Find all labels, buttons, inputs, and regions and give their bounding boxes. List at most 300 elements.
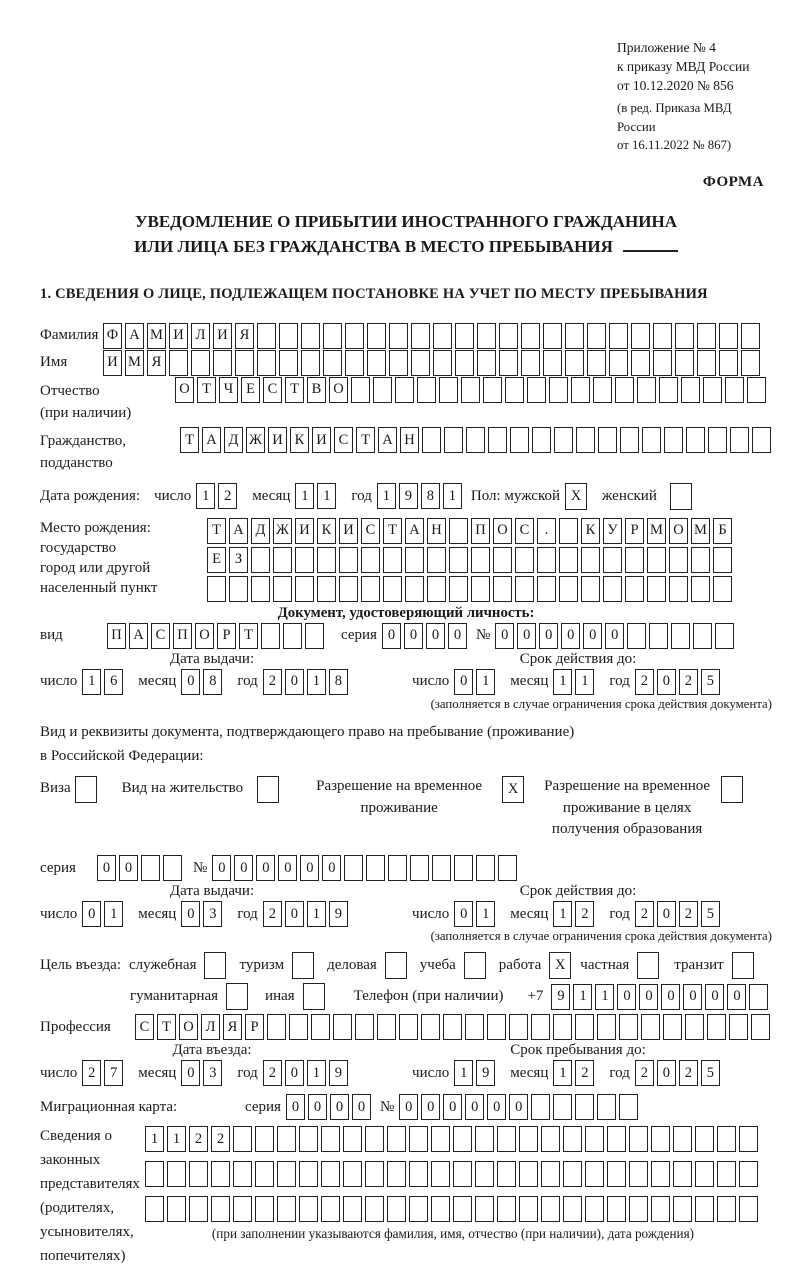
char-cell[interactable]: Е [207, 547, 226, 573]
char-cell[interactable] [597, 1094, 616, 1120]
purpose-work-checkbox[interactable] [549, 952, 574, 979]
purpose-business-checkbox[interactable] [385, 952, 410, 979]
char-cell[interactable] [543, 350, 562, 376]
char-cell[interactable] [211, 1161, 230, 1187]
char-cell[interactable] [191, 350, 210, 376]
char-cell[interactable] [647, 576, 666, 602]
char-cell[interactable] [509, 1014, 528, 1040]
char-cell[interactable]: 3 [203, 1060, 222, 1086]
char-cell[interactable] [587, 323, 606, 349]
char-cell[interactable] [619, 1094, 638, 1120]
char-cell[interactable]: 2 [189, 1126, 208, 1152]
char-cell[interactable]: О [329, 377, 348, 403]
char-cell[interactable] [409, 1161, 428, 1187]
char-cell[interactable]: 0 [661, 984, 680, 1010]
char-cell[interactable] [169, 350, 188, 376]
char-cell[interactable]: Д [251, 518, 270, 544]
char-cell[interactable] [697, 350, 716, 376]
char-cell[interactable]: 1 [476, 669, 495, 695]
char-cell[interactable] [541, 1196, 560, 1222]
checkbox-cell[interactable] [721, 776, 743, 803]
char-cell[interactable]: 1 [553, 901, 572, 927]
char-cell[interactable] [267, 1014, 286, 1040]
char-cell[interactable]: 1 [145, 1126, 164, 1152]
char-cell[interactable]: К [317, 518, 336, 544]
birthplace-cells-row2[interactable] [207, 547, 735, 573]
char-cell[interactable]: К [581, 518, 600, 544]
char-cell[interactable]: 1 [553, 1060, 572, 1086]
char-cell[interactable] [343, 1126, 362, 1152]
char-cell[interactable]: Я [223, 1014, 242, 1040]
char-cell[interactable] [455, 323, 474, 349]
char-cell[interactable]: 0 [404, 623, 423, 649]
char-cell[interactable] [629, 1161, 648, 1187]
char-cell[interactable]: 1 [443, 483, 462, 509]
char-cell[interactable] [488, 427, 507, 453]
char-cell[interactable]: 2 [679, 1060, 698, 1086]
char-cell[interactable] [739, 1196, 758, 1222]
temp-residence-education-checkbox[interactable] [721, 776, 746, 803]
char-cell[interactable]: 1 [307, 669, 326, 695]
char-cell[interactable]: Т [356, 427, 375, 453]
char-cell[interactable] [521, 323, 540, 349]
char-cell[interactable]: 0 [97, 855, 116, 881]
char-cell[interactable] [477, 323, 496, 349]
char-cell[interactable]: 0 [517, 623, 536, 649]
char-cell[interactable] [409, 1126, 428, 1152]
char-cell[interactable] [283, 623, 302, 649]
char-cell[interactable]: 9 [329, 901, 348, 927]
checkbox-cell[interactable] [204, 952, 226, 979]
char-cell[interactable] [519, 1161, 538, 1187]
char-cell[interactable]: 0 [426, 623, 445, 649]
char-cell[interactable]: 5 [701, 901, 720, 927]
char-cell[interactable] [317, 576, 336, 602]
residence-issue-month-cells[interactable] [181, 901, 225, 927]
char-cell[interactable] [642, 427, 661, 453]
char-cell[interactable] [497, 1161, 516, 1187]
surname-cells[interactable] [103, 323, 763, 349]
char-cell[interactable]: 0 [234, 855, 253, 881]
birthplace-cells-row3[interactable] [207, 576, 735, 602]
char-cell[interactable] [597, 1014, 616, 1040]
char-cell[interactable] [475, 1126, 494, 1152]
char-cell[interactable]: 0 [181, 901, 200, 927]
char-cell[interactable]: 0 [509, 1094, 528, 1120]
char-cell[interactable] [255, 1126, 274, 1152]
char-cell[interactable]: М [125, 350, 144, 376]
char-cell[interactable]: 2 [218, 483, 237, 509]
char-cell[interactable]: 0 [561, 623, 580, 649]
residence-series-cells[interactable] [97, 855, 185, 881]
char-cell[interactable]: П [471, 518, 490, 544]
char-cell[interactable] [719, 350, 738, 376]
char-cell[interactable] [651, 1126, 670, 1152]
char-cell[interactable] [739, 1126, 758, 1152]
char-cell[interactable]: 9 [551, 984, 570, 1010]
char-cell[interactable] [713, 547, 732, 573]
char-cell[interactable] [499, 350, 518, 376]
char-cell[interactable] [629, 1196, 648, 1222]
char-cell[interactable] [431, 1126, 450, 1152]
char-cell[interactable] [365, 1126, 384, 1152]
char-cell[interactable] [466, 427, 485, 453]
char-cell[interactable]: Ж [273, 518, 292, 544]
char-cell[interactable] [444, 427, 463, 453]
char-cell[interactable] [449, 576, 468, 602]
char-cell[interactable] [647, 547, 666, 573]
char-cell[interactable]: 0 [278, 855, 297, 881]
char-cell[interactable] [395, 377, 414, 403]
char-cell[interactable] [399, 1014, 418, 1040]
char-cell[interactable] [339, 547, 358, 573]
char-cell[interactable] [708, 427, 727, 453]
char-cell[interactable] [405, 547, 424, 573]
char-cell[interactable] [619, 1014, 638, 1040]
representatives-cells-row3[interactable] [145, 1196, 761, 1222]
char-cell[interactable] [651, 1161, 670, 1187]
char-cell[interactable] [707, 1014, 726, 1040]
visa-checkbox[interactable] [75, 776, 100, 803]
char-cell[interactable] [603, 576, 622, 602]
char-cell[interactable]: 0 [285, 901, 304, 927]
char-cell[interactable] [389, 323, 408, 349]
char-cell[interactable] [409, 1196, 428, 1222]
char-cell[interactable]: С [334, 427, 353, 453]
char-cell[interactable]: 0 [285, 1060, 304, 1086]
purpose-humanitarian-checkbox[interactable] [226, 983, 251, 1010]
char-cell[interactable] [537, 547, 556, 573]
char-cell[interactable]: А [405, 518, 424, 544]
char-cell[interactable] [361, 576, 380, 602]
birth-month-cells[interactable] [295, 483, 339, 509]
issue-month-cells[interactable] [181, 669, 225, 695]
char-cell[interactable] [519, 1126, 538, 1152]
phone-cells[interactable] [551, 984, 771, 1010]
char-cell[interactable] [453, 1196, 472, 1222]
char-cell[interactable] [343, 1161, 362, 1187]
char-cell[interactable]: 0 [583, 623, 602, 649]
char-cell[interactable] [576, 427, 595, 453]
char-cell[interactable] [519, 1196, 538, 1222]
char-cell[interactable] [405, 576, 424, 602]
char-cell[interactable] [669, 576, 688, 602]
char-cell[interactable]: 5 [701, 669, 720, 695]
char-cell[interactable]: И [312, 427, 331, 453]
residence-valid-month-cells[interactable] [553, 901, 597, 927]
char-cell[interactable]: 1 [553, 669, 572, 695]
char-cell[interactable]: 0 [705, 984, 724, 1010]
char-cell[interactable]: 9 [476, 1060, 495, 1086]
residence-valid-year-cells[interactable] [635, 901, 723, 927]
char-cell[interactable] [664, 427, 683, 453]
char-cell[interactable] [251, 547, 270, 573]
char-cell[interactable] [301, 350, 320, 376]
char-cell[interactable] [311, 1014, 330, 1040]
char-cell[interactable] [211, 1196, 230, 1222]
char-cell[interactable] [361, 547, 380, 573]
char-cell[interactable] [532, 427, 551, 453]
char-cell[interactable]: 6 [104, 669, 123, 695]
valid-year-cells[interactable] [635, 669, 723, 695]
char-cell[interactable] [373, 377, 392, 403]
purpose-private-checkbox[interactable] [637, 952, 662, 979]
checkbox-cell[interactable] [464, 952, 486, 979]
char-cell[interactable] [671, 623, 690, 649]
char-cell[interactable] [659, 377, 678, 403]
char-cell[interactable]: 0 [605, 623, 624, 649]
char-cell[interactable] [383, 547, 402, 573]
char-cell[interactable] [299, 1196, 318, 1222]
char-cell[interactable] [305, 623, 324, 649]
profession-cells[interactable] [135, 1014, 773, 1040]
char-cell[interactable] [493, 576, 512, 602]
char-cell[interactable] [345, 323, 364, 349]
char-cell[interactable]: 0 [352, 1094, 371, 1120]
char-cell[interactable] [563, 1196, 582, 1222]
checkbox-cell[interactable] [226, 983, 248, 1010]
char-cell[interactable]: 2 [635, 901, 654, 927]
char-cell[interactable] [693, 623, 712, 649]
char-cell[interactable]: 0 [657, 669, 676, 695]
citizenship-cells[interactable] [180, 427, 774, 453]
char-cell[interactable]: 0 [727, 984, 746, 1010]
char-cell[interactable]: 0 [322, 855, 341, 881]
char-cell[interactable] [475, 1196, 494, 1222]
char-cell[interactable] [751, 1014, 770, 1040]
char-cell[interactable]: 2 [263, 901, 282, 927]
char-cell[interactable]: О [669, 518, 688, 544]
char-cell[interactable]: 1 [167, 1126, 186, 1152]
char-cell[interactable]: 8 [203, 669, 222, 695]
char-cell[interactable] [167, 1196, 186, 1222]
char-cell[interactable] [277, 1126, 296, 1152]
char-cell[interactable] [521, 350, 540, 376]
char-cell[interactable] [339, 576, 358, 602]
char-cell[interactable] [233, 1126, 252, 1152]
char-cell[interactable] [497, 1196, 516, 1222]
char-cell[interactable] [691, 576, 710, 602]
char-cell[interactable] [691, 547, 710, 573]
char-cell[interactable] [461, 377, 480, 403]
char-cell[interactable] [427, 576, 446, 602]
char-cell[interactable] [273, 547, 292, 573]
char-cell[interactable]: 1 [104, 901, 123, 927]
char-cell[interactable] [355, 1014, 374, 1040]
char-cell[interactable] [471, 547, 490, 573]
char-cell[interactable] [443, 1014, 462, 1040]
char-cell[interactable]: С [515, 518, 534, 544]
char-cell[interactable]: 0 [495, 623, 514, 649]
char-cell[interactable]: 0 [82, 901, 101, 927]
char-cell[interactable] [321, 1126, 340, 1152]
char-cell[interactable] [607, 1161, 626, 1187]
residence-issue-year-cells[interactable] [263, 901, 351, 927]
char-cell[interactable]: О [493, 518, 512, 544]
char-cell[interactable] [585, 1126, 604, 1152]
char-cell[interactable]: О [175, 377, 194, 403]
char-cell[interactable] [686, 427, 705, 453]
char-cell[interactable] [233, 1161, 252, 1187]
char-cell[interactable]: 0 [181, 669, 200, 695]
char-cell[interactable] [189, 1196, 208, 1222]
stay-year-cells[interactable] [635, 1060, 723, 1086]
char-cell[interactable] [387, 1196, 406, 1222]
char-cell[interactable]: 0 [382, 623, 401, 649]
checkbox-cell[interactable]: X [549, 952, 571, 979]
char-cell[interactable]: 2 [263, 1060, 282, 1086]
char-cell[interactable] [631, 350, 650, 376]
char-cell[interactable]: 0 [657, 1060, 676, 1086]
char-cell[interactable]: 1 [196, 483, 215, 509]
residence-number-cells[interactable] [212, 855, 520, 881]
char-cell[interactable] [565, 350, 584, 376]
char-cell[interactable]: Т [383, 518, 402, 544]
char-cell[interactable] [365, 1161, 384, 1187]
char-cell[interactable]: 2 [635, 1060, 654, 1086]
checkbox-cell[interactable] [385, 952, 407, 979]
char-cell[interactable]: 0 [487, 1094, 506, 1120]
birthplace-cells-row1[interactable] [207, 518, 735, 544]
char-cell[interactable]: 0 [330, 1094, 349, 1120]
purpose-other-checkbox[interactable] [303, 983, 328, 1010]
char-cell[interactable] [559, 576, 578, 602]
representatives-cells-row1[interactable] [145, 1126, 761, 1152]
char-cell[interactable] [637, 377, 656, 403]
char-cell[interactable] [669, 547, 688, 573]
char-cell[interactable] [343, 1196, 362, 1222]
char-cell[interactable] [559, 547, 578, 573]
char-cell[interactable] [681, 377, 700, 403]
char-cell[interactable]: С [361, 518, 380, 544]
char-cell[interactable] [493, 547, 512, 573]
char-cell[interactable]: 1 [317, 483, 336, 509]
char-cell[interactable]: К [290, 427, 309, 453]
char-cell[interactable] [620, 427, 639, 453]
char-cell[interactable] [295, 547, 314, 573]
char-cell[interactable]: 1 [595, 984, 614, 1010]
char-cell[interactable] [673, 1161, 692, 1187]
purpose-transit-checkbox[interactable] [732, 952, 757, 979]
char-cell[interactable]: Ф [103, 323, 122, 349]
char-cell[interactable] [422, 427, 441, 453]
residence-permit-checkbox[interactable] [257, 776, 282, 803]
char-cell[interactable] [752, 427, 771, 453]
char-cell[interactable]: 0 [399, 1094, 418, 1120]
char-cell[interactable] [741, 323, 760, 349]
temp-residence-checkbox[interactable] [502, 776, 527, 803]
char-cell[interactable]: Д [224, 427, 243, 453]
char-cell[interactable] [251, 576, 270, 602]
char-cell[interactable] [609, 350, 628, 376]
char-cell[interactable]: П [173, 623, 192, 649]
char-cell[interactable] [449, 518, 468, 544]
char-cell[interactable]: 0 [683, 984, 702, 1010]
char-cell[interactable]: Е [241, 377, 260, 403]
char-cell[interactable]: 1 [573, 984, 592, 1010]
char-cell[interactable]: 0 [617, 984, 636, 1010]
valid-day-cells[interactable] [454, 669, 498, 695]
stay-month-cells[interactable] [553, 1060, 597, 1086]
char-cell[interactable] [255, 1161, 274, 1187]
char-cell[interactable]: Я [235, 323, 254, 349]
char-cell[interactable] [333, 1014, 352, 1040]
char-cell[interactable] [531, 1094, 550, 1120]
char-cell[interactable] [537, 576, 556, 602]
char-cell[interactable] [717, 1161, 736, 1187]
char-cell[interactable] [387, 1126, 406, 1152]
purpose-tourism-checkbox[interactable] [292, 952, 317, 979]
char-cell[interactable] [351, 377, 370, 403]
char-cell[interactable]: З [229, 547, 248, 573]
valid-month-cells[interactable] [553, 669, 597, 695]
entry-year-cells[interactable] [263, 1060, 351, 1086]
char-cell[interactable]: 0 [657, 901, 676, 927]
char-cell[interactable]: 0 [256, 855, 275, 881]
char-cell[interactable]: 2 [82, 1060, 101, 1086]
char-cell[interactable] [641, 1014, 660, 1040]
char-cell[interactable]: 0 [443, 1094, 462, 1120]
char-cell[interactable] [625, 547, 644, 573]
char-cell[interactable] [541, 1126, 560, 1152]
char-cell[interactable]: Т [157, 1014, 176, 1040]
char-cell[interactable] [453, 1126, 472, 1152]
residence-issue-day-cells[interactable] [82, 901, 126, 927]
char-cell[interactable] [615, 377, 634, 403]
char-cell[interactable] [433, 323, 452, 349]
checkbox-cell[interactable] [75, 776, 97, 803]
char-cell[interactable] [471, 576, 490, 602]
char-cell[interactable]: Л [201, 1014, 220, 1040]
char-cell[interactable]: 3 [203, 901, 222, 927]
char-cell[interactable]: С [135, 1014, 154, 1040]
checkbox-cell[interactable] [732, 952, 754, 979]
char-cell[interactable]: А [125, 323, 144, 349]
char-cell[interactable]: Я [147, 350, 166, 376]
char-cell[interactable] [279, 323, 298, 349]
char-cell[interactable] [510, 427, 529, 453]
char-cell[interactable] [439, 377, 458, 403]
char-cell[interactable]: М [147, 323, 166, 349]
char-cell[interactable] [257, 323, 276, 349]
char-cell[interactable]: О [195, 623, 214, 649]
char-cell[interactable]: 9 [399, 483, 418, 509]
char-cell[interactable]: Л [191, 323, 210, 349]
char-cell[interactable] [653, 323, 672, 349]
char-cell[interactable] [554, 427, 573, 453]
char-cell[interactable] [703, 377, 722, 403]
char-cell[interactable]: Т [239, 623, 258, 649]
checkbox-cell[interactable] [670, 483, 692, 510]
char-cell[interactable]: 1 [575, 669, 594, 695]
name-cells[interactable] [103, 350, 763, 376]
doc-series-cells[interactable] [382, 623, 470, 649]
char-cell[interactable]: 0 [454, 901, 473, 927]
residence-valid-day-cells[interactable] [454, 901, 498, 927]
char-cell[interactable] [575, 1094, 594, 1120]
char-cell[interactable]: 1 [295, 483, 314, 509]
char-cell[interactable]: Т [207, 518, 226, 544]
char-cell[interactable]: О [179, 1014, 198, 1040]
char-cell[interactable]: Т [285, 377, 304, 403]
char-cell[interactable] [163, 855, 182, 881]
birth-year-cells[interactable] [377, 483, 465, 509]
char-cell[interactable]: Ч [219, 377, 238, 403]
char-cell[interactable] [207, 576, 226, 602]
char-cell[interactable] [497, 1126, 516, 1152]
char-cell[interactable] [585, 1161, 604, 1187]
birth-day-cells[interactable] [196, 483, 240, 509]
